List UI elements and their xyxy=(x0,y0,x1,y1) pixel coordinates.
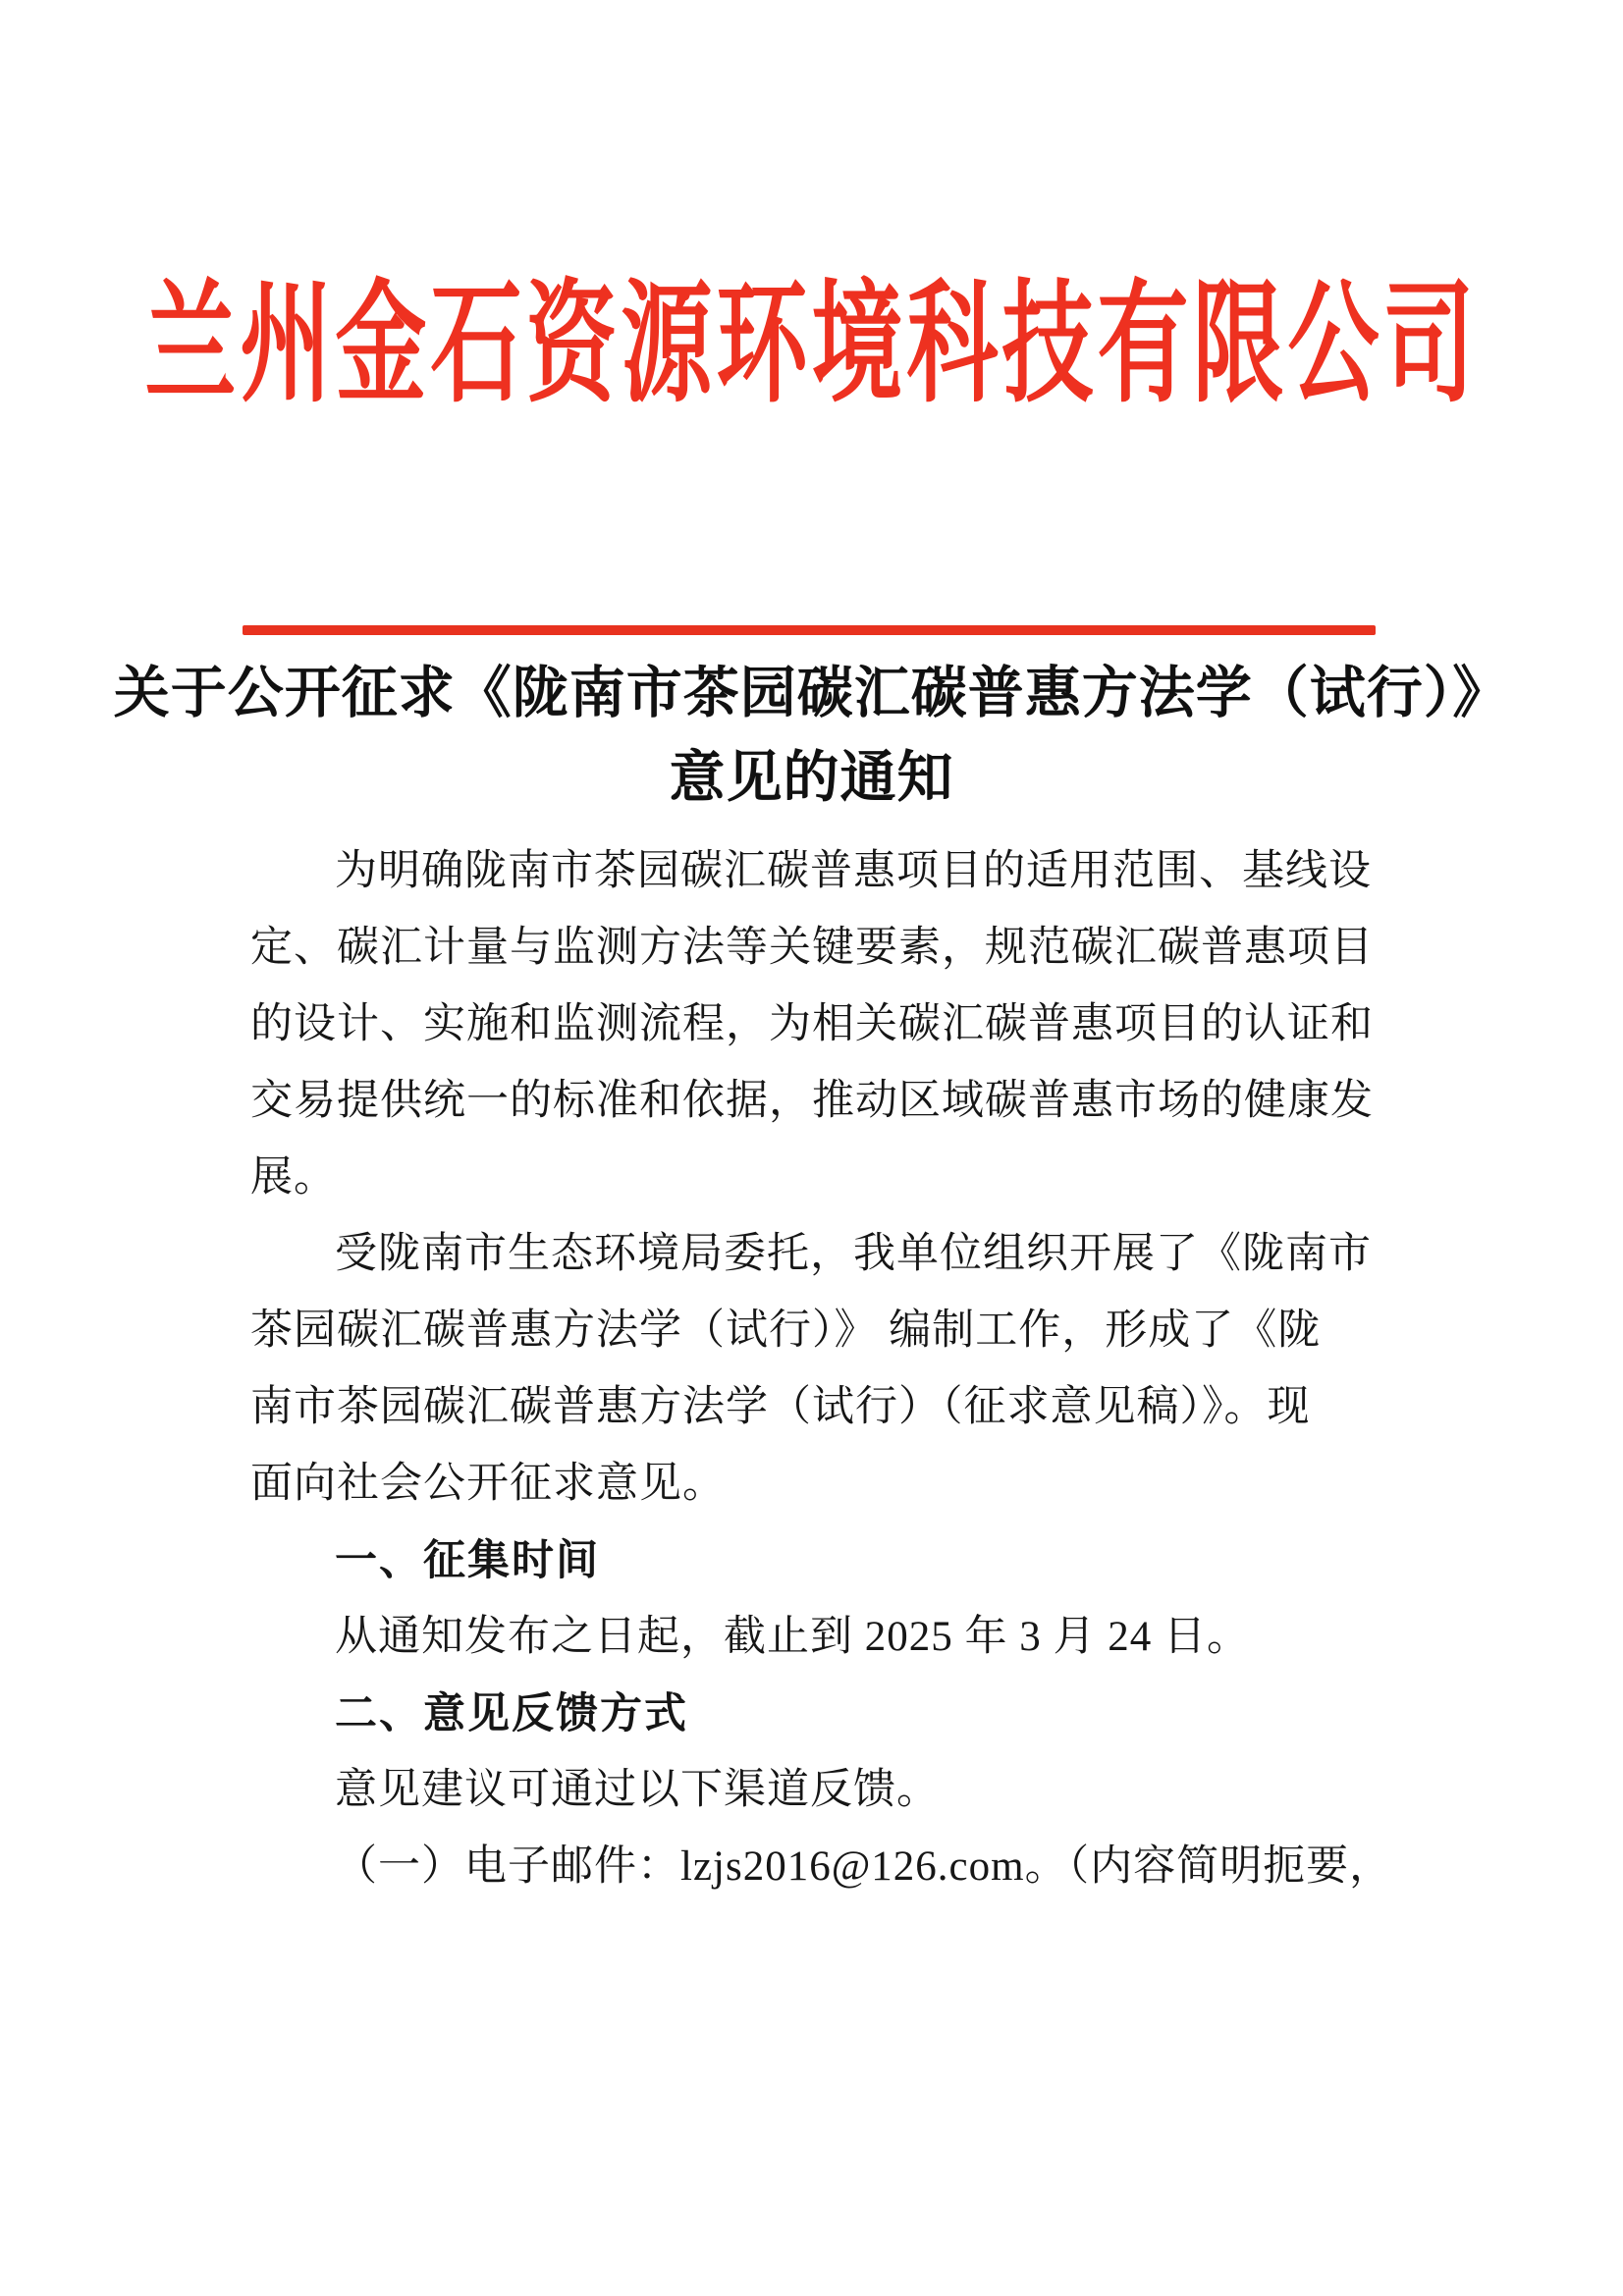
body-line-deadline: 从通知发布之日起，截止到 2025 年 3 月 24 日。 xyxy=(335,1614,1250,1660)
section-heading-feedback-method: 二、意见反馈方式 xyxy=(335,1690,688,1737)
body-line: 定、碳汇计量与监测方法等关键要素，规范碳汇碳普惠项目 xyxy=(250,925,1374,971)
body-line: 的设计、实施和监测流程，为相关碳汇碳普惠项目的认证和 xyxy=(250,1001,1374,1047)
body-line-email: （一）电子邮件：lzjs2016@126.com。（内容简明扼要， xyxy=(335,1843,1393,1890)
document-title-line-1: 关于公开征求《陇南市茶园碳汇碳普惠方法学（试行）》 xyxy=(113,663,1510,724)
company-letterhead: 兰州金石资源环境科技有限公司 xyxy=(144,272,1479,420)
document-body xyxy=(250,833,1393,1905)
body-line: 交易提供统一的标准和依据，推动区域碳普惠市场的健康发 xyxy=(250,1078,1374,1124)
red-divider-line xyxy=(243,625,1376,635)
document-title-line-2: 意见的通知 xyxy=(669,747,954,809)
body-line: 受陇南市生态环境局委托，我单位组织开展了《陇南市 xyxy=(335,1231,1372,1277)
body-line: 展。 xyxy=(250,1154,337,1201)
body-line: 意见建议可通过以下渠道反馈。 xyxy=(335,1767,940,1813)
body-line: 面向社会公开征求意见。 xyxy=(250,1461,726,1507)
body-line: 南市茶园碳汇碳普惠方法学（试行）（征求意见稿）》。现 xyxy=(250,1384,1311,1430)
section-heading-collection-time: 一、征集时间 xyxy=(335,1537,600,1584)
body-line: 茶园碳汇碳普惠方法学（试行）》 编制工作，形成了《陇 xyxy=(250,1308,1322,1354)
body-line: 为明确陇南市茶园碳汇碳普惠项目的适用范围、基线设 xyxy=(335,848,1372,894)
document-title xyxy=(0,652,1623,821)
